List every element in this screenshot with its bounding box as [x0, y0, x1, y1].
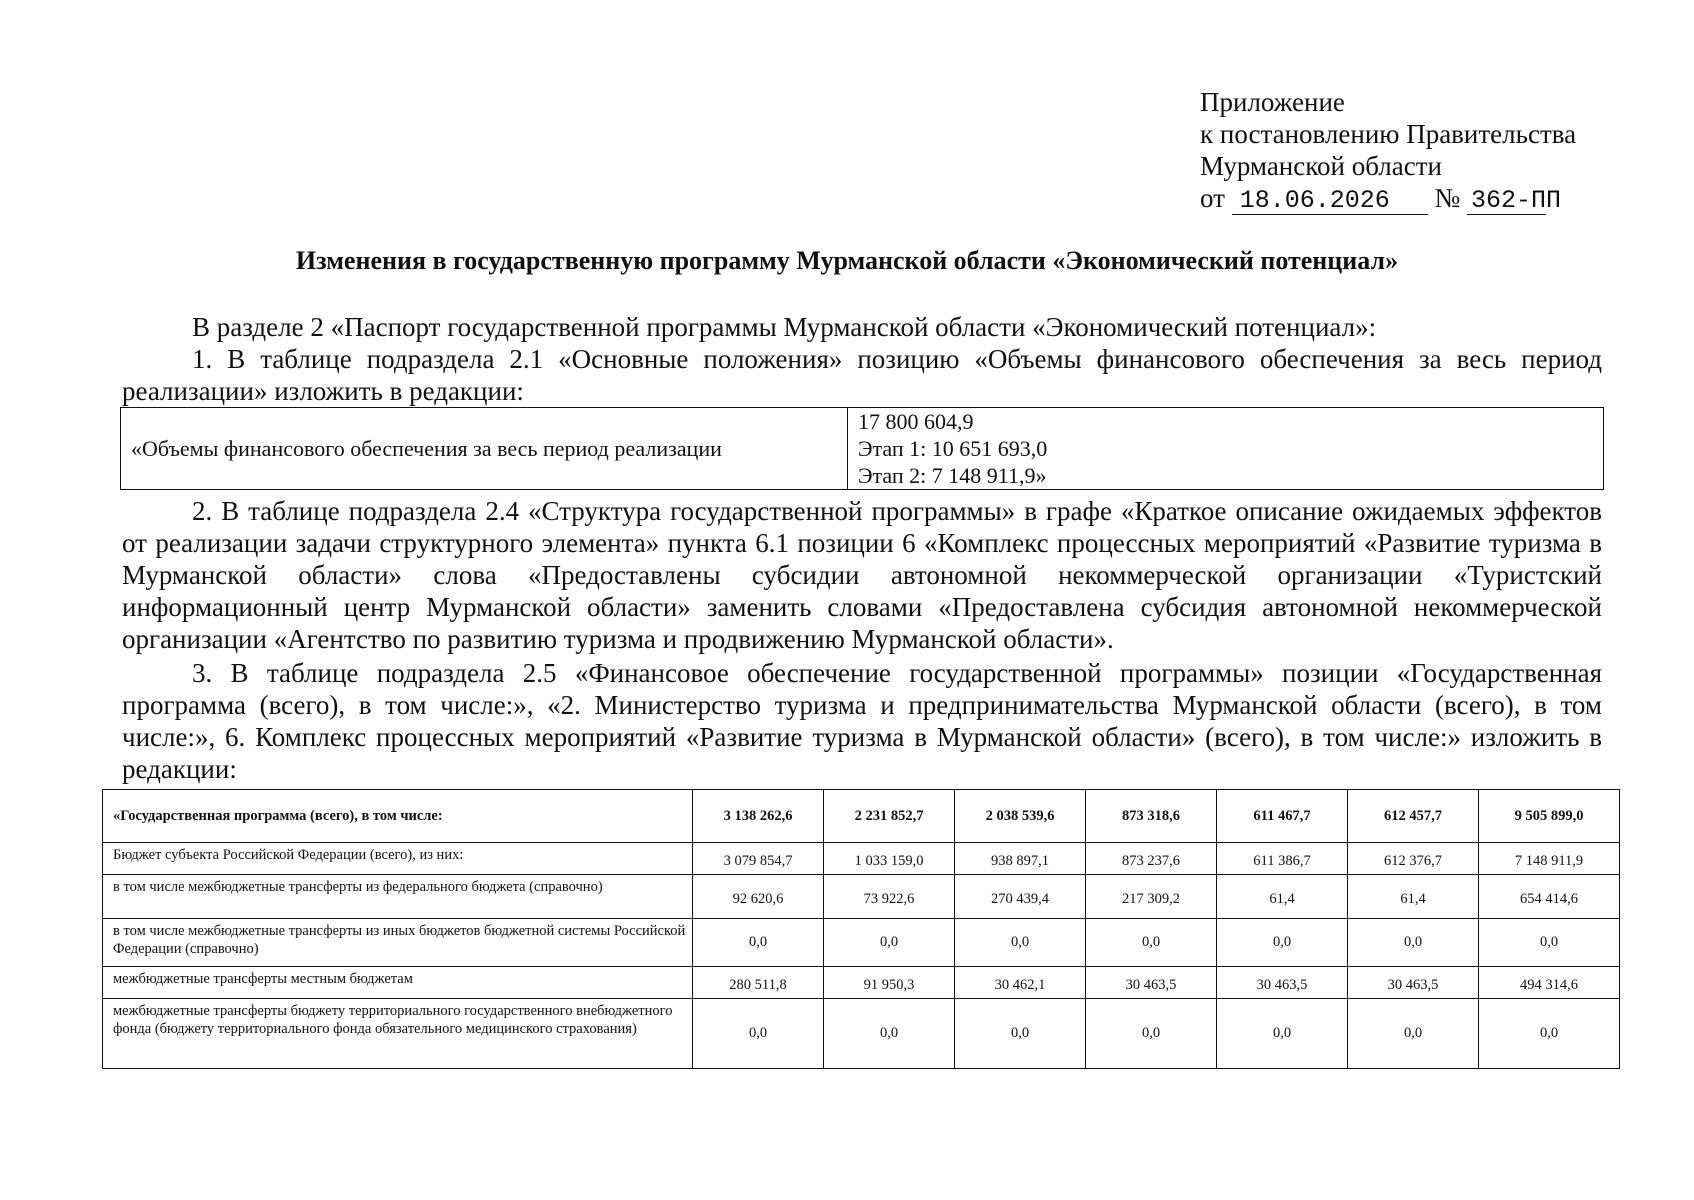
resolution-date: 18.06.2026	[1232, 188, 1428, 215]
table-cell: 30 463,5	[1217, 967, 1348, 999]
table-cell: 91 950,3	[824, 967, 955, 999]
table-cell: 1 033 159,0	[824, 843, 955, 875]
table-cell: 0,0	[1217, 999, 1348, 1069]
table-row	[103, 875, 1620, 919]
appendix-date-line	[1200, 182, 1576, 215]
table-cell: 938 897,1	[955, 843, 1086, 875]
program-financing-table	[102, 789, 1620, 1069]
appendix-resolution: к постановлению Правительства	[1200, 119, 1577, 149]
table-cell: 9 505 899,0	[1479, 790, 1620, 843]
table-cell: 7 148 911,9	[1479, 843, 1620, 875]
table-cell: 0,0	[1217, 919, 1348, 967]
table-cell: 2 038 539,6	[955, 790, 1086, 843]
financing-volume-table	[120, 407, 1604, 490]
table-cell: 0,0	[824, 999, 955, 1069]
number-label: №	[1434, 183, 1461, 213]
table-cell: 73 922,6	[824, 875, 955, 919]
row-label: в том числе межбюджетные трансферты из иных бюджетов бюджетной системы Российской Федерации (справочно)	[103, 919, 693, 967]
table-cell: 30 463,5	[1348, 967, 1479, 999]
table-cell: 2 231 852,7	[824, 790, 955, 843]
appendix-header	[1200, 86, 1576, 215]
row-label: Бюджет субъекта Российской Федерации (всего), из них:	[103, 843, 693, 875]
table-cell: 280 511,8	[693, 967, 824, 999]
table-cell: 873 237,6	[1086, 843, 1217, 875]
from-label: от	[1200, 183, 1225, 213]
row-label: в том числе межбюджетные трансферты из федерального бюджета (справочно)	[103, 875, 693, 919]
financing-stage-2: Этап 2: 7 148 911,9»	[858, 463, 1047, 488]
table-cell: 494 314,6	[1479, 967, 1620, 999]
paragraph-2: 2. В таблице подраздела 2.4 «Структура государственной программы» в графе «Краткое описание ожидаемых эффектов от реализации задачи структурного элемента» пункта 6.1 позиции 6 «Комплекс процессных мероприятий «Развитие туризма в Мурманской области» слова «Предоставлены субсидии автономной некоммерческой организации «Туристский информационный центр Мурманской области» заменить словами «Предоставлена субсидия автономной некоммерческой организации «Агентство по развитию туризма и продвижению Мурманской области».	[122, 496, 1602, 654]
table-row	[103, 843, 1620, 875]
document-title: Изменения в государственную программу Мурманской области «Экономический потенциал»	[295, 246, 1399, 275]
table-row	[121, 408, 1604, 490]
table-cell: 0,0	[824, 919, 955, 967]
table-row	[103, 967, 1620, 999]
appendix-title: Приложение	[1200, 87, 1345, 117]
table-cell: 0,0	[1086, 919, 1217, 967]
table-cell: 30 463,5	[1086, 967, 1217, 999]
financing-total: 17 800 604,9	[858, 409, 974, 434]
financing-volume-label: «Объемы финансового обеспечения за весь период реализации	[121, 408, 848, 490]
row-label: межбюджетные трансферты местным бюджетам	[103, 967, 693, 999]
financing-stage-1: Этап 1: 10 651 693,0	[858, 436, 1048, 461]
paragraph-3: 3. В таблице подраздела 2.5 «Финансовое обеспечение государственной программы» позиции «Государственная программа (всего), в том числе:», «2. Министерство туризма и предпринимательства Мурманской области (всего), в том числе:», 6. Комплекс процессных мероприятий «Развитие туризма в Мурманской области» (всего), в том числе:» изложить в редакции:	[122, 658, 1602, 784]
appendix-region: Мурманской области	[1200, 151, 1442, 181]
table-cell: 0,0	[1348, 919, 1479, 967]
table-cell: 92 620,6	[693, 875, 824, 919]
table-cell: 0,0	[955, 919, 1086, 967]
table-cell: 654 414,6	[1479, 875, 1620, 919]
table-row	[103, 999, 1620, 1069]
resolution-number: 362-ПП	[1467, 188, 1546, 215]
table-cell: 217 309,2	[1086, 875, 1217, 919]
paragraph-1: 1. В таблице подраздела 2.1 «Основные положения» позицию «Объемы финансового обеспечения за весь период реализации» изложить в редакции:	[122, 344, 1602, 406]
table-cell: 30 462,1	[955, 967, 1086, 999]
table-row	[103, 919, 1620, 967]
table-cell: 0,0	[693, 919, 824, 967]
table-cell: 611 467,7	[1217, 790, 1348, 843]
paragraph-intro: В разделе 2 «Паспорт государственной программы Мурманской области «Экономический потенциал»:	[192, 312, 1377, 342]
table-cell: 270 439,4	[955, 875, 1086, 919]
table-cell: 0,0	[1479, 919, 1620, 967]
table-row	[103, 790, 1620, 843]
table-cell: 612 376,7	[1348, 843, 1479, 875]
table-cell: 0,0	[1348, 999, 1479, 1069]
table-cell: 3 138 262,6	[693, 790, 824, 843]
table-cell: 3 079 854,7	[693, 843, 824, 875]
table-cell: 0,0	[1086, 999, 1217, 1069]
table-cell: 61,4	[1348, 875, 1479, 919]
row-label: межбюджетные трансферты бюджету территориального государственного внебюджетного фонда (бюджету территориального фонда обязательного медицинского страхования)	[103, 999, 693, 1069]
row-label: «Государственная программа (всего), в том числе:	[103, 790, 693, 843]
table-cell: 61,4	[1217, 875, 1348, 919]
table-cell: 611 386,7	[1217, 843, 1348, 875]
table-cell: 0,0	[955, 999, 1086, 1069]
table-cell: 612 457,7	[1348, 790, 1479, 843]
table-cell: 0,0	[1479, 999, 1620, 1069]
table-cell: 873 318,6	[1086, 790, 1217, 843]
table-cell: 0,0	[693, 999, 824, 1069]
financing-volume-values	[848, 408, 1604, 490]
